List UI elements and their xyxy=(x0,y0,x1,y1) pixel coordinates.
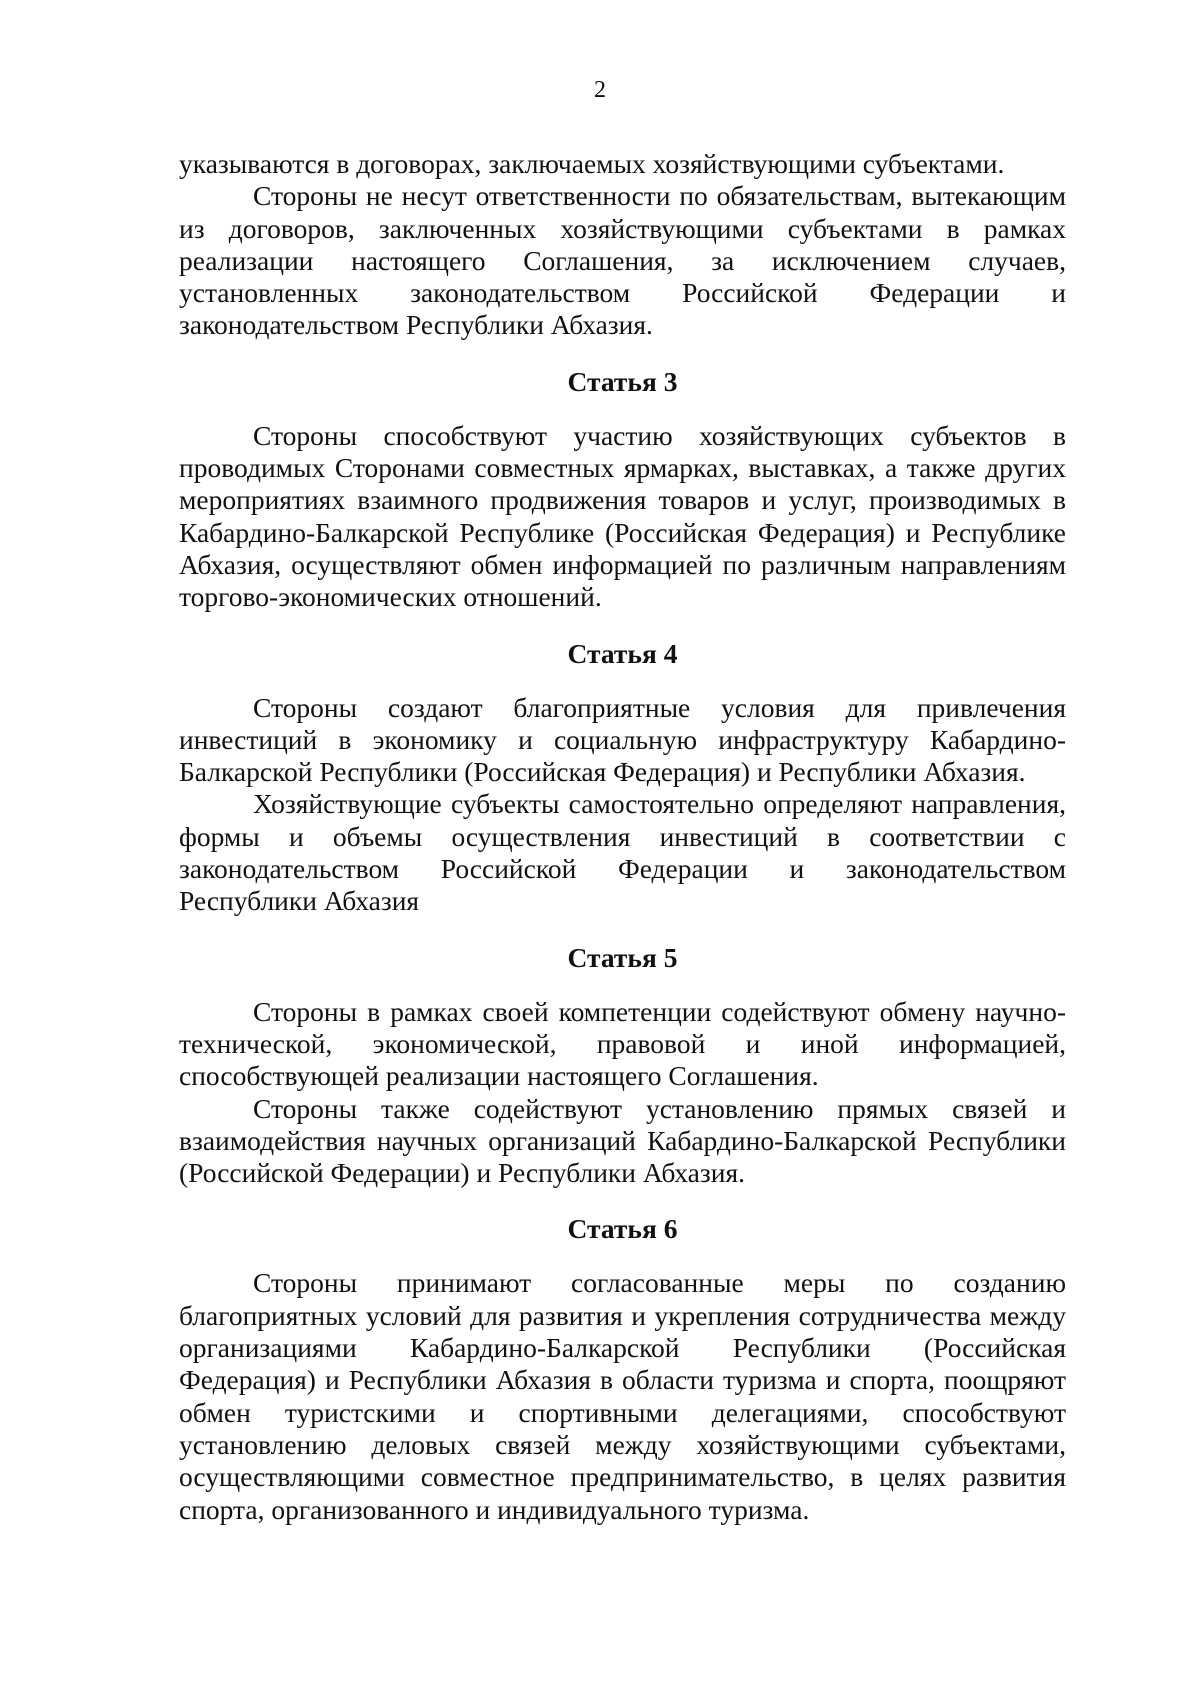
page-number: 2 xyxy=(594,77,606,103)
article-paragraph: Стороны в рамках своей компетенции содействуют обмену научно-технической, экономической, правовой и иной информацией, способствующей реализации настоящего Соглашения. xyxy=(179,995,1066,1092)
article-heading: Статья 3 xyxy=(567,365,678,397)
intro-paragraph-continuation: указываются в договорах, заключаемых хозяйствующими субъектами. xyxy=(179,148,1005,179)
article-paragraph: Стороны также содействуют установлению прямых связей и взаимодействия научных организаций Кабардино-Балкарской Республики (Российской Федерации) и Республики Абхазия. xyxy=(179,1092,1066,1189)
article-4 xyxy=(179,638,1066,918)
article-paragraph: Стороны принимают согласованные меры по созданию благоприятных условий для развития и укрепления сотрудничества между организациями Кабардино-Балкарской Республики (Российская Федерация) и Республики Абхазия в области туризма и спорта, поощряют обмен туристскими и спортивными делегациями, способствуют установлению деловых связей между хозяйствующими субъектами, осуществляющими совместное предпринимательство, в целях развития спорта, организованного и индивидуального туризма. xyxy=(179,1267,1066,1525)
article-5 xyxy=(179,942,1066,1190)
article-paragraph: Стороны создают благоприятные условия для привлечения инвестиций в экономику и социальную инфраструктуру Кабардино-Балкарской Республики (Российская Федерация) и Республики Абхазия. xyxy=(179,691,1066,788)
article-6 xyxy=(179,1213,1066,1525)
article-paragraph: Хозяйствующие субъекты самостоятельно определяют направления, формы и объемы осуществления инвестиций в соответствии с законодательством Российской Федерации и законодательством Республики Абхазия xyxy=(179,788,1066,917)
article-paragraph: Стороны способствуют участию хозяйствующих субъектов в проводимых Сторонами совместных ярмарках, выставках, а также других мероприятиях взаимного продвижения товаров и услуг, производимых в Кабардино-Балкарской Республике (Российская Федерация) и Республике Абхазия, осуществляют обмен информацией по различным направлениям торгово-экономических отношений. xyxy=(179,419,1066,613)
article-heading: Статья 6 xyxy=(567,1213,678,1245)
intro-paragraph: Стороны не несут ответственности по обязательствам, вытекающим из договоров, заключенных хозяйствующими субъектами в рамках реализации настоящего Соглашения, за исключением случаев, установленных законодательством Российской Федерации и законодательством Республики Абхазия. xyxy=(179,180,1066,341)
article-3 xyxy=(179,366,1066,614)
article-heading: Статья 5 xyxy=(567,941,678,973)
article-heading: Статья 4 xyxy=(567,637,678,669)
document-body xyxy=(179,148,1066,1526)
